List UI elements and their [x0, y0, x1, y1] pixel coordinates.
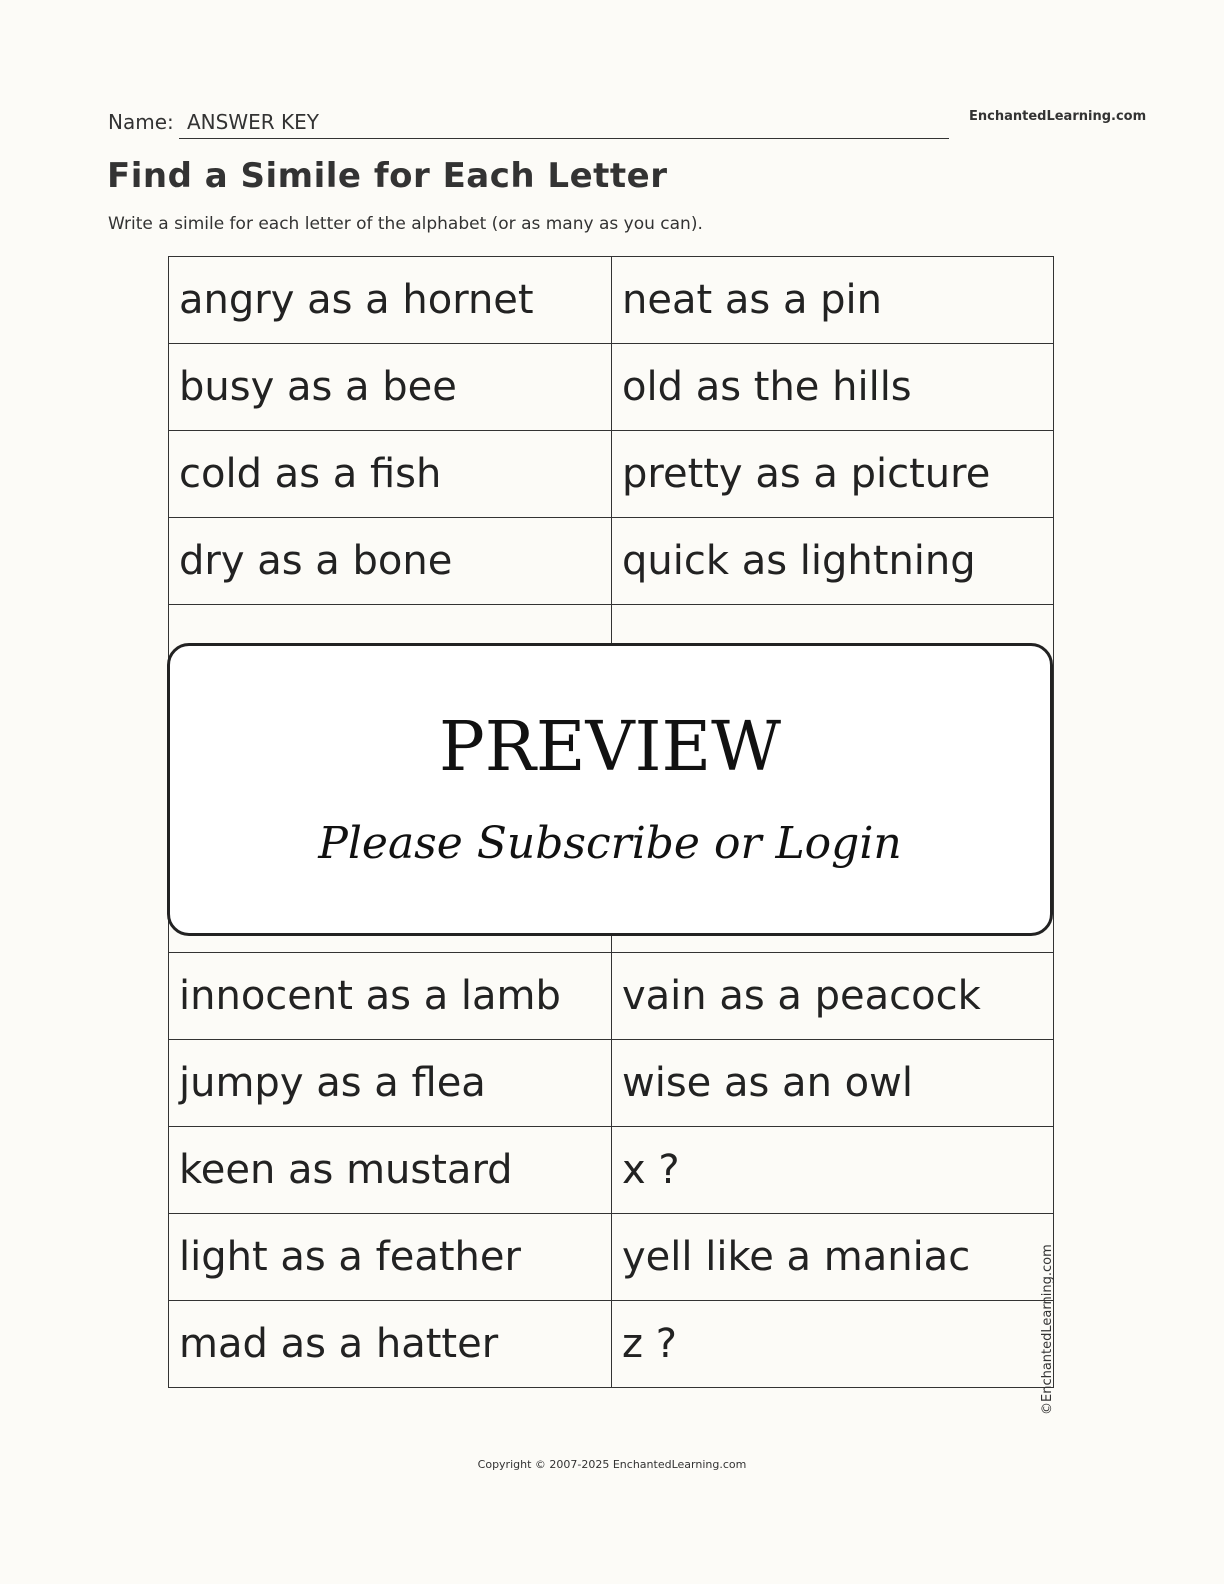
- table-row: [169, 1040, 1054, 1127]
- subscribe-login-link[interactable]: Please Subscribe or Login: [318, 818, 902, 869]
- simile-cell-l: light as a feather: [169, 1214, 612, 1301]
- simile-cell-o: old as the hills: [612, 344, 1054, 431]
- table-row: [169, 257, 1054, 344]
- table-row: [169, 1301, 1054, 1388]
- worksheet-title: Find a Simile for Each Letter: [107, 156, 668, 196]
- simile-cell-d: dry as a bone: [169, 518, 612, 605]
- table-row: [169, 431, 1054, 518]
- simile-cell-k: keen as mustard: [169, 1127, 612, 1214]
- instructions: Write a simile for each letter of the alphabet (or as many as you can).: [108, 214, 703, 234]
- simile-cell-n: neat as a pin: [612, 257, 1054, 344]
- table-row: [169, 953, 1054, 1040]
- preview-title: PREVIEW: [438, 708, 782, 787]
- simile-cell-y: yell like a maniac: [612, 1214, 1054, 1301]
- simile-cell-v: vain as a peacock: [612, 953, 1054, 1040]
- table-row: [169, 518, 1054, 605]
- name-field: [179, 110, 949, 139]
- simile-cell-w: wise as an owl: [612, 1040, 1054, 1127]
- simile-cell-i: innocent as a lamb: [169, 953, 612, 1040]
- simile-cell-p: pretty as a picture: [612, 431, 1054, 518]
- table-row: [169, 1127, 1054, 1214]
- vertical-watermark: ©EnchantedLearning.com: [1040, 1244, 1055, 1415]
- name-label: Name:: [108, 110, 174, 134]
- name-value: ANSWER KEY: [187, 110, 319, 134]
- simile-cell-c: cold as a fish: [169, 431, 612, 518]
- simile-cell-x: x ?: [612, 1127, 1054, 1214]
- simile-cell-z: z ?: [612, 1301, 1054, 1388]
- table-row: [169, 344, 1054, 431]
- simile-cell-j: jumpy as a flea: [169, 1040, 612, 1127]
- simile-cell-a: angry as a hornet: [169, 257, 612, 344]
- simile-cell-b: busy as a bee: [169, 344, 612, 431]
- copyright-footer: Copyright © 2007-2025 EnchantedLearning.com: [477, 1458, 747, 1471]
- simile-cell-q: quick as lightning: [612, 518, 1054, 605]
- preview-overlay[interactable]: [167, 643, 1053, 936]
- table-row: [169, 1214, 1054, 1301]
- site-label: EnchantedLearning.com: [969, 109, 1147, 124]
- simile-cell-m: mad as a hatter: [169, 1301, 612, 1388]
